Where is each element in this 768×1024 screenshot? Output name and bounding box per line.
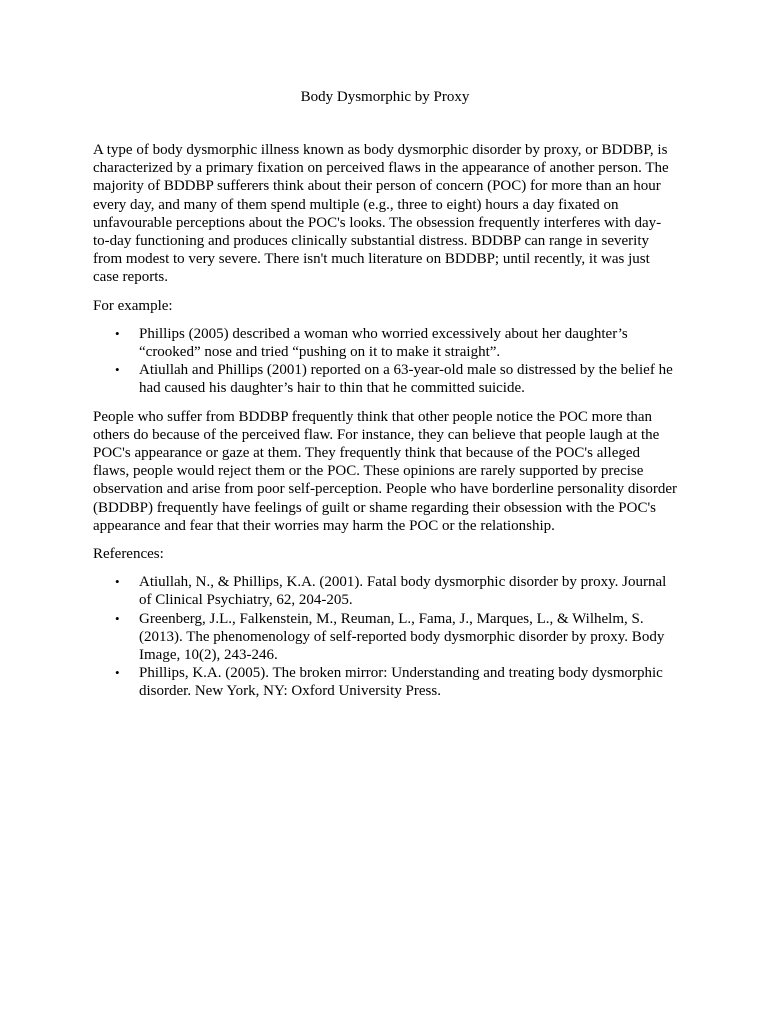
example-item [93, 361, 677, 397]
body-paragraph: People who suffer from BDDBP frequently think that other people notice the POC more than others do because of the perceived flaw. For instance, they can believe that people laugh at the POC's appearance or gaze at them. They frequently think that because of the POC's alleged flaws, people would reject them or the POC. These opinions are rarely supported by precise observation and arise from poor self-perception. People who have borderline personality disorder (BDDBP) frequently have feelings of guilt or shame regarding their obsession with the POC's appearance and fear that their worries may harm the POC or the relationship. [93, 408, 677, 534]
reference-item [93, 664, 677, 700]
reference-text: Phillips, K.A. (2005). The broken mirror: Understanding and treating body dysmorphic disorder. New York, NY: Oxford University Press. [139, 665, 663, 700]
bullet-icon: • [115, 362, 120, 378]
bullet-icon: • [115, 610, 120, 626]
bullet-icon: • [115, 574, 120, 590]
examples-label: For example: [93, 297, 173, 314]
reference-text: Greenberg, J.L., Falkenstein, M., Reuman, L., Fama, J., Marques, L., & Wilhelm, S. (2013). The phenomenology of self-reported body dysmorphic disorder by proxy. Body Image, 10(2), 243-246. [139, 610, 665, 664]
reference-item [93, 573, 677, 609]
bullet-icon: • [115, 665, 120, 681]
document-page [93, 88, 677, 711]
intro-paragraph: A type of body dysmorphic illness known as body dysmorphic disorder by proxy, or BDDBP, is characterized by a primary fixation on perceived flaws in the appearance of another person. The majority of BDDBP sufferers think about their person of concern (POC) for more than an hour every day, and many of them spend multiple (e.g., three to eight) hours a day fixated on unfavourable perceptions about the POC's looks. The obsession frequently interferes with day-to-day functioning and produces clinically substantial distress. BDDBP can range in severity from modest to very severe. There isn't much literature on BDDBP; until recently, it was just case reports. [93, 142, 669, 286]
example-text: Atiullah and Phillips (2001) reported on a 63-year-old male so distressed by the belief he had caused his daughter’s hair to thin that he committed suicide. [139, 362, 673, 397]
references-label: References: [93, 546, 164, 563]
reference-item [93, 610, 677, 665]
example-text: Phillips (2005) described a woman who worried excessively about her daughter’s “crooked” nose and tried “pushing on it to make it straight”. [139, 325, 628, 361]
reference-text: Atiullah, N., & Phillips, K.A. (2001). Fatal body dysmorphic disorder by proxy. Journal of Clinical Psychiatry, 62, 204-205. [139, 574, 667, 609]
bullet-icon: • [115, 325, 120, 341]
references-list [93, 573, 677, 700]
examples-list [93, 325, 677, 398]
document-title: Body Dysmorphic by Proxy [300, 89, 470, 105]
example-item [93, 325, 677, 361]
